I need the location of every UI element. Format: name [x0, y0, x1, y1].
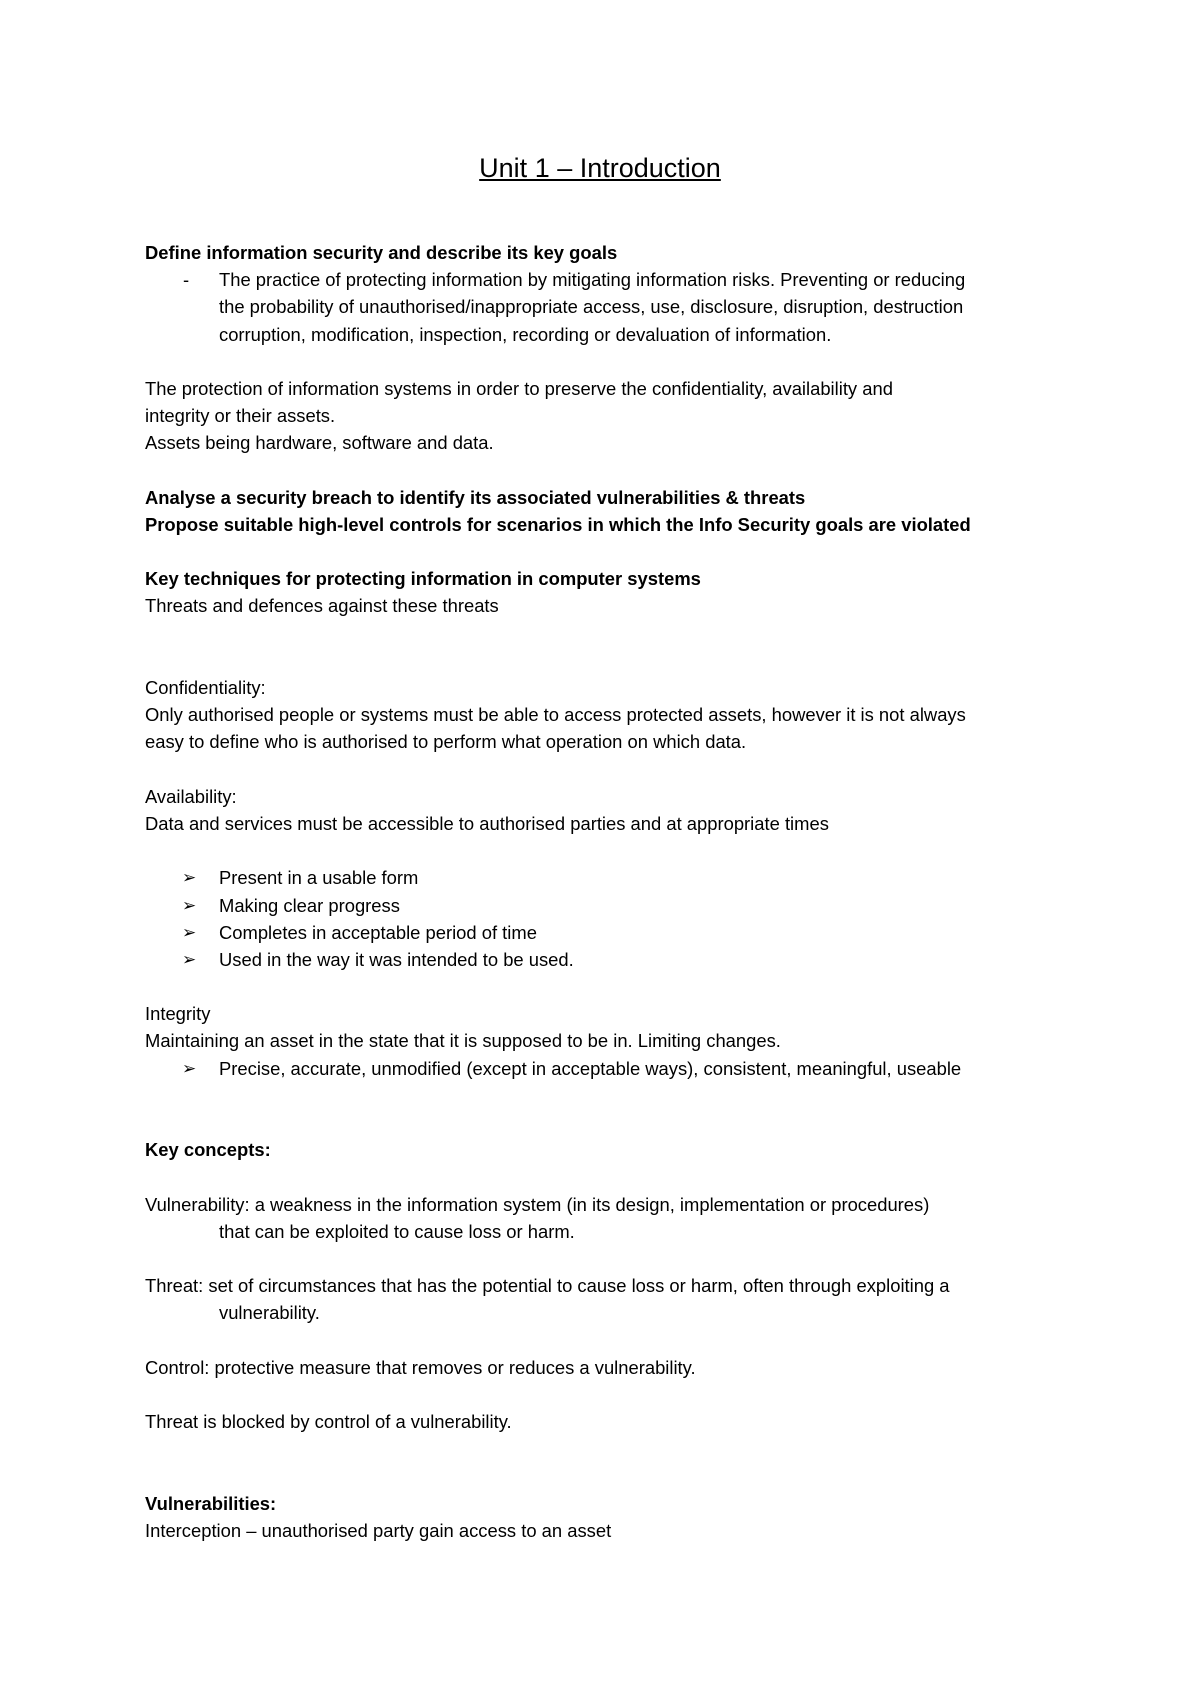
vulnerability-definition-line-2: that can be exploited to cause loss or harm.	[219, 1220, 575, 1242]
availability-heading: Availability:	[145, 785, 237, 807]
availability-bullet-text: Making clear progress	[219, 894, 400, 916]
arrow-bullet-icon: ➢	[182, 1058, 197, 1078]
availability-bullet	[145, 864, 1080, 891]
threat-blocked-statement: Threat is blocked by control of a vulnerability.	[145, 1411, 512, 1433]
vulnerabilities-heading: Vulnerabilities:	[145, 1492, 277, 1514]
define-line-2: the probability of unauthorised/inappropriate access, use, disclosure, disruption, destruction	[219, 296, 964, 318]
availability-text: Data and services must be accessible to authorised parties and at appropriate times	[145, 812, 829, 834]
integrity-bullet	[145, 1055, 1080, 1082]
arrow-bullet-icon: ➢	[182, 868, 197, 888]
availability-bullet-text: Used in the way it was intended to be used.	[219, 948, 574, 970]
integrity-text: Maintaining an asset in the state that it is supposed to be in. Limiting changes.	[145, 1030, 781, 1052]
interception-definition: Interception – unauthorised party gain access to an asset	[145, 1519, 612, 1541]
document-body	[145, 239, 1080, 1544]
dash-marker: -	[183, 269, 190, 291]
protection-line-3: Assets being hardware, software and data.	[145, 432, 494, 454]
confidentiality-line-2: easy to define who is authorised to perform what operation on which data.	[145, 731, 747, 753]
techniques-text: Threats and defences against these threats	[145, 595, 499, 617]
techniques-heading: Key techniques for protecting information in computer systems	[145, 568, 701, 590]
protection-line-2: integrity or their assets.	[145, 405, 336, 427]
analyse-heading: Analyse a security breach to identify its associated vulnerabilities & threats	[145, 486, 806, 508]
arrow-bullet-icon: ➢	[182, 922, 197, 942]
define-line-1: The practice of protecting information by mitigating information risks. Preventing or reducing	[219, 269, 966, 291]
arrow-bullet-icon: ➢	[182, 949, 197, 969]
confidentiality-line-1: Only authorised people or systems must be able to access protected assets, however it is not always	[145, 704, 966, 726]
integrity-bullet-text: Precise, accurate, unmodified (except in acceptable ways), consistent, meaningful, useable	[219, 1057, 962, 1079]
arrow-bullet-icon: ➢	[182, 895, 197, 915]
integrity-heading: Integrity	[145, 1003, 211, 1025]
availability-bullet	[145, 919, 1080, 946]
availability-bullet	[145, 946, 1080, 973]
availability-bullet-text: Completes in acceptable period of time	[219, 921, 537, 943]
key-concepts-heading: Key concepts:	[145, 1139, 271, 1161]
page-title: Unit 1 – Introduction	[479, 153, 721, 183]
availability-bullet-text: Present in a usable form	[219, 867, 419, 889]
threat-definition-line-2: vulnerability.	[219, 1302, 320, 1324]
vulnerability-definition-line-1: Vulnerability: a weakness in the information system (in its design, implementation or procedures)	[145, 1193, 930, 1215]
availability-bullet	[145, 892, 1080, 919]
threat-definition-line-1: Threat: set of circumstances that has the potential to cause loss or harm, often through exploiting a	[145, 1275, 950, 1297]
control-definition: Control: protective measure that removes or reduces a vulnerability.	[145, 1356, 696, 1378]
propose-heading: Propose suitable high-level controls for scenarios in which the Info Security goals are violated	[145, 513, 971, 535]
confidentiality-heading: Confidentiality:	[145, 677, 266, 699]
define-line-3: corruption, modification, inspection, recording or devaluation of information.	[219, 323, 832, 345]
define-heading: Define information security and describe its key goals	[145, 242, 618, 263]
define-list-item	[145, 266, 1080, 293]
protection-line-1: The protection of information systems in order to preserve the confidentiality, availability and	[145, 377, 893, 399]
